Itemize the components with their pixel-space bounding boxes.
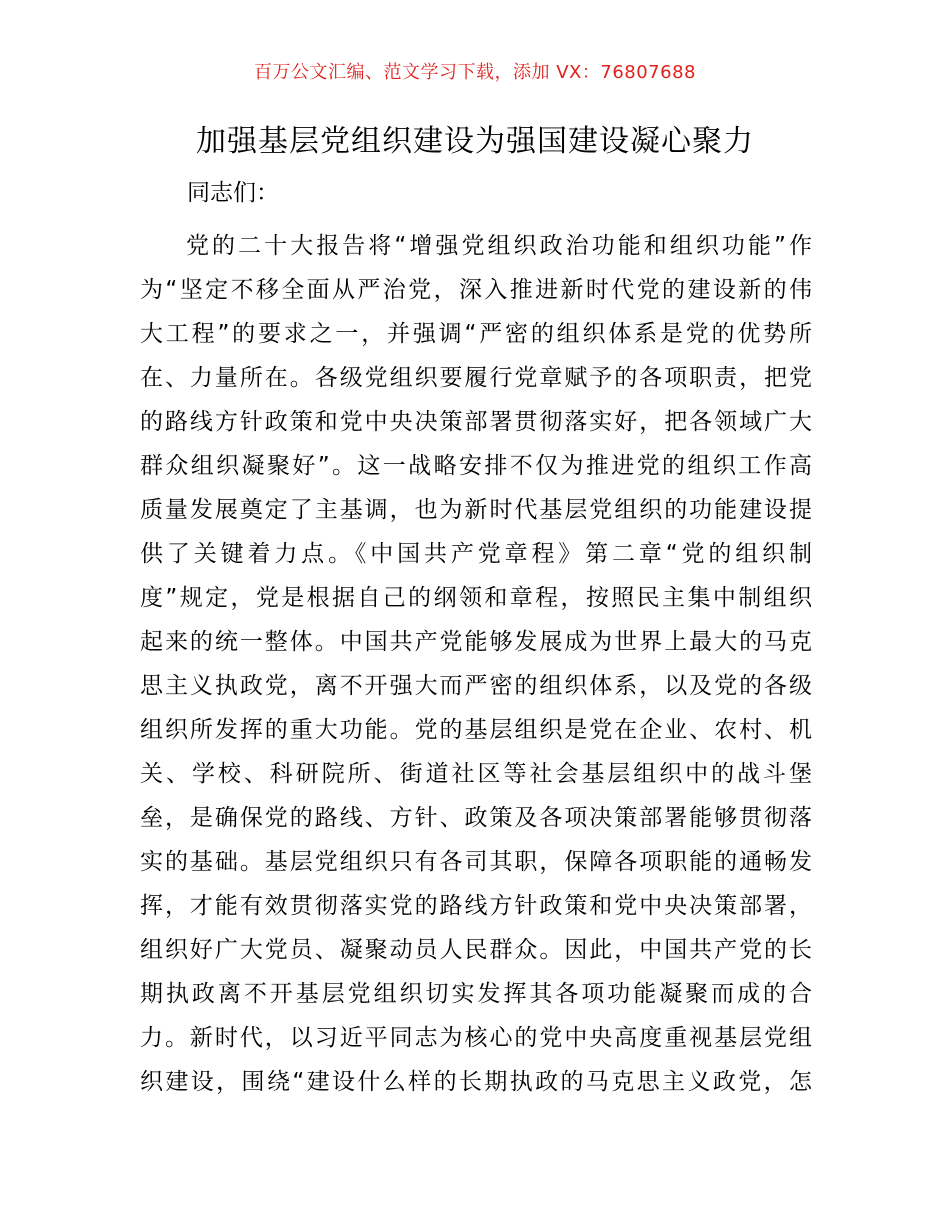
text-line: 起来的统一整体。中国共产党能够发展成为世界上最大的马克 xyxy=(140,629,812,655)
text-line: 关、学校、科研院所、街道社区等社会基层组织中的战斗堡 xyxy=(140,761,812,787)
text-line: 质量发展奠定了主基调，也为新时代基层党组织的功能建设提 xyxy=(140,497,812,523)
text-line: 期执政离不开基层党组织切实发挥其各项功能凝聚而成的合 xyxy=(140,981,812,1007)
document-title: 加强基层党组织建设为强国建设凝心聚力 xyxy=(196,124,754,159)
text-line: 垒，是确保党的路线、方针、政策及各项决策部署能够贯彻落 xyxy=(140,805,812,831)
text-line: 织建设，围绕“建设什么样的长期执政的马克思主义政党，怎 xyxy=(140,1069,812,1095)
body-paragraph xyxy=(140,224,812,1104)
text-line: 为“坚定不移全面从严治党，深入推进新时代党的建设新的伟 xyxy=(140,277,812,303)
text-line: 思主义执政党，离不开强大而严密的组织体系，以及党的各级 xyxy=(140,673,812,699)
salutation: 同志们： xyxy=(187,180,279,206)
text-line: 供了关键着力点。《中国共产党章程》第二章“党的组织制 xyxy=(140,541,812,567)
text-line: 组织好广大党员、凝聚动员人民群众。因此，中国共产党的长 xyxy=(140,937,812,963)
text-line: 组织所发挥的重大功能。党的基层组织是党在企业、农村、机 xyxy=(140,717,812,743)
text-line: 实的基础。基层党组织只有各司其职，保障各项职能的通畅发 xyxy=(140,849,812,875)
text-line: 群众组织凝聚好”。这一战略安排不仅为推进党的组织工作高 xyxy=(140,453,812,479)
text-line: 力。新时代，以习近平同志为核心的党中央高度重视基层党组 xyxy=(140,1025,812,1051)
text-line: 大工程”的要求之一，并强调“严密的组织体系是党的优势所 xyxy=(140,321,812,347)
text-line: 党的二十大报告将“增强党组织政治功能和组织功能”作 xyxy=(186,233,812,259)
text-line: 度”规定，党是根据自己的纲领和章程，按照民主集中制组织 xyxy=(140,585,812,611)
text-line: 在、力量所在。各级党组织要履行党章赋予的各项职责，把党 xyxy=(140,365,812,391)
text-line: 的路线方针政策和党中央决策部署贯彻落实好，把各领域广大 xyxy=(140,409,812,435)
header-banner: 百万公文汇编、范文学习下载，添加 VX：76807688 xyxy=(254,62,696,83)
text-line: 挥，才能有效贯彻落实党的路线方针政策和党中央决策部署， xyxy=(140,893,812,919)
